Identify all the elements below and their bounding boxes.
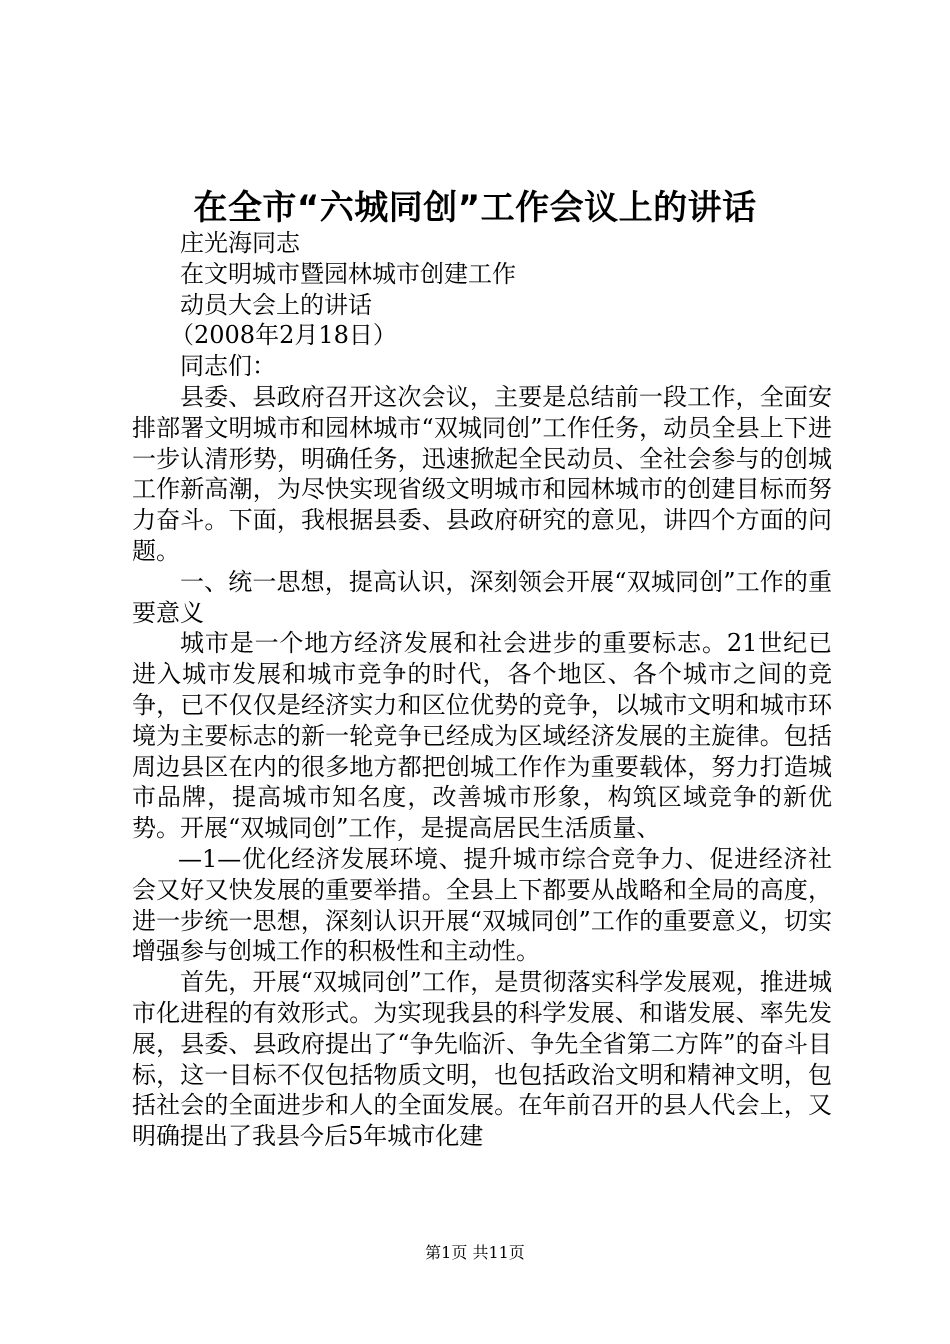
occasion-line-2: 动员大会上的讲话: [180, 290, 372, 319]
document-body: [132, 228, 832, 1152]
speaker-line: 庄光海同志: [180, 229, 300, 257]
occasion-line-1: 在文明城市暨园林城市创建工作: [180, 259, 516, 288]
section-heading-1: 一、统一思想，提高认识，深刻领会开展“双城同创”工作的重要意义: [132, 567, 832, 627]
paragraph-city-significance: 城市是一个地方经济发展和社会进步的重要标志。21世纪已进入城市发展和城市竞争的时代，各个地区、各个城市之间的竞争，已不仅仅是经济实力和区位优势的竞争，以城市文明和城市环境为主要标志的新一轮竞争已经成为区域经济发展的主旋律。包括周边县区在内的很多地方都把创城工作作为重要载体，努力打造城市品牌，提高城市知名度，改善城市形象，构筑区域竞争的新优势。开展“双城同创”工作，是提高居民生活质量、: [132, 629, 832, 843]
paragraph-page-continuation: —1—优化经济发展环境、提升城市综合竞争力、促进经济社会又好又快发展的重要举措。全县上下都要从战略和全局的高度，进一步统一思想，深刻认识开展“双城同创”工作的重要意义，切实增强参与创城工作的积极性和主动性。: [132, 844, 832, 966]
page-number-footer: 第1页 共11页: [425, 1243, 525, 1262]
date-line: （2008年2月18日）: [170, 321, 397, 350]
document-title: 在全市“六城同创”工作会议上的讲话: [193, 188, 757, 228]
paragraph-first-point: 首先，开展“双城同创”工作，是贯彻落实科学发展观，推进城市化进程的有效形式。为实现我县的科学发展、和谐发展、率先发展，县委、县政府提出了“争先临沂、争先全省第二方阵”的奋斗目标，这一目标不仅包括物质文明，也包括政治文明和精神文明，包括社会的全面进步和人的全面发展。在年前召开的县人代会上，又明确提出了我县今后5年城市化建: [132, 968, 832, 1151]
paragraph-intro: 县委、县政府召开这次会议，主要是总结前一段工作，全面安排部署文明城市和园林城市“双城同创”工作任务，动员全县上下进一步认清形势，明确任务，迅速掀起全民动员、全社会参与的创城工作新高潮，为尽快实现省级文明城市和园林城市的创建目标而努力奋斗。下面，我根据县委、县政府研究的意见，讲四个方面的问题。: [132, 382, 832, 565]
salutation-line: 同志们：: [180, 352, 276, 381]
